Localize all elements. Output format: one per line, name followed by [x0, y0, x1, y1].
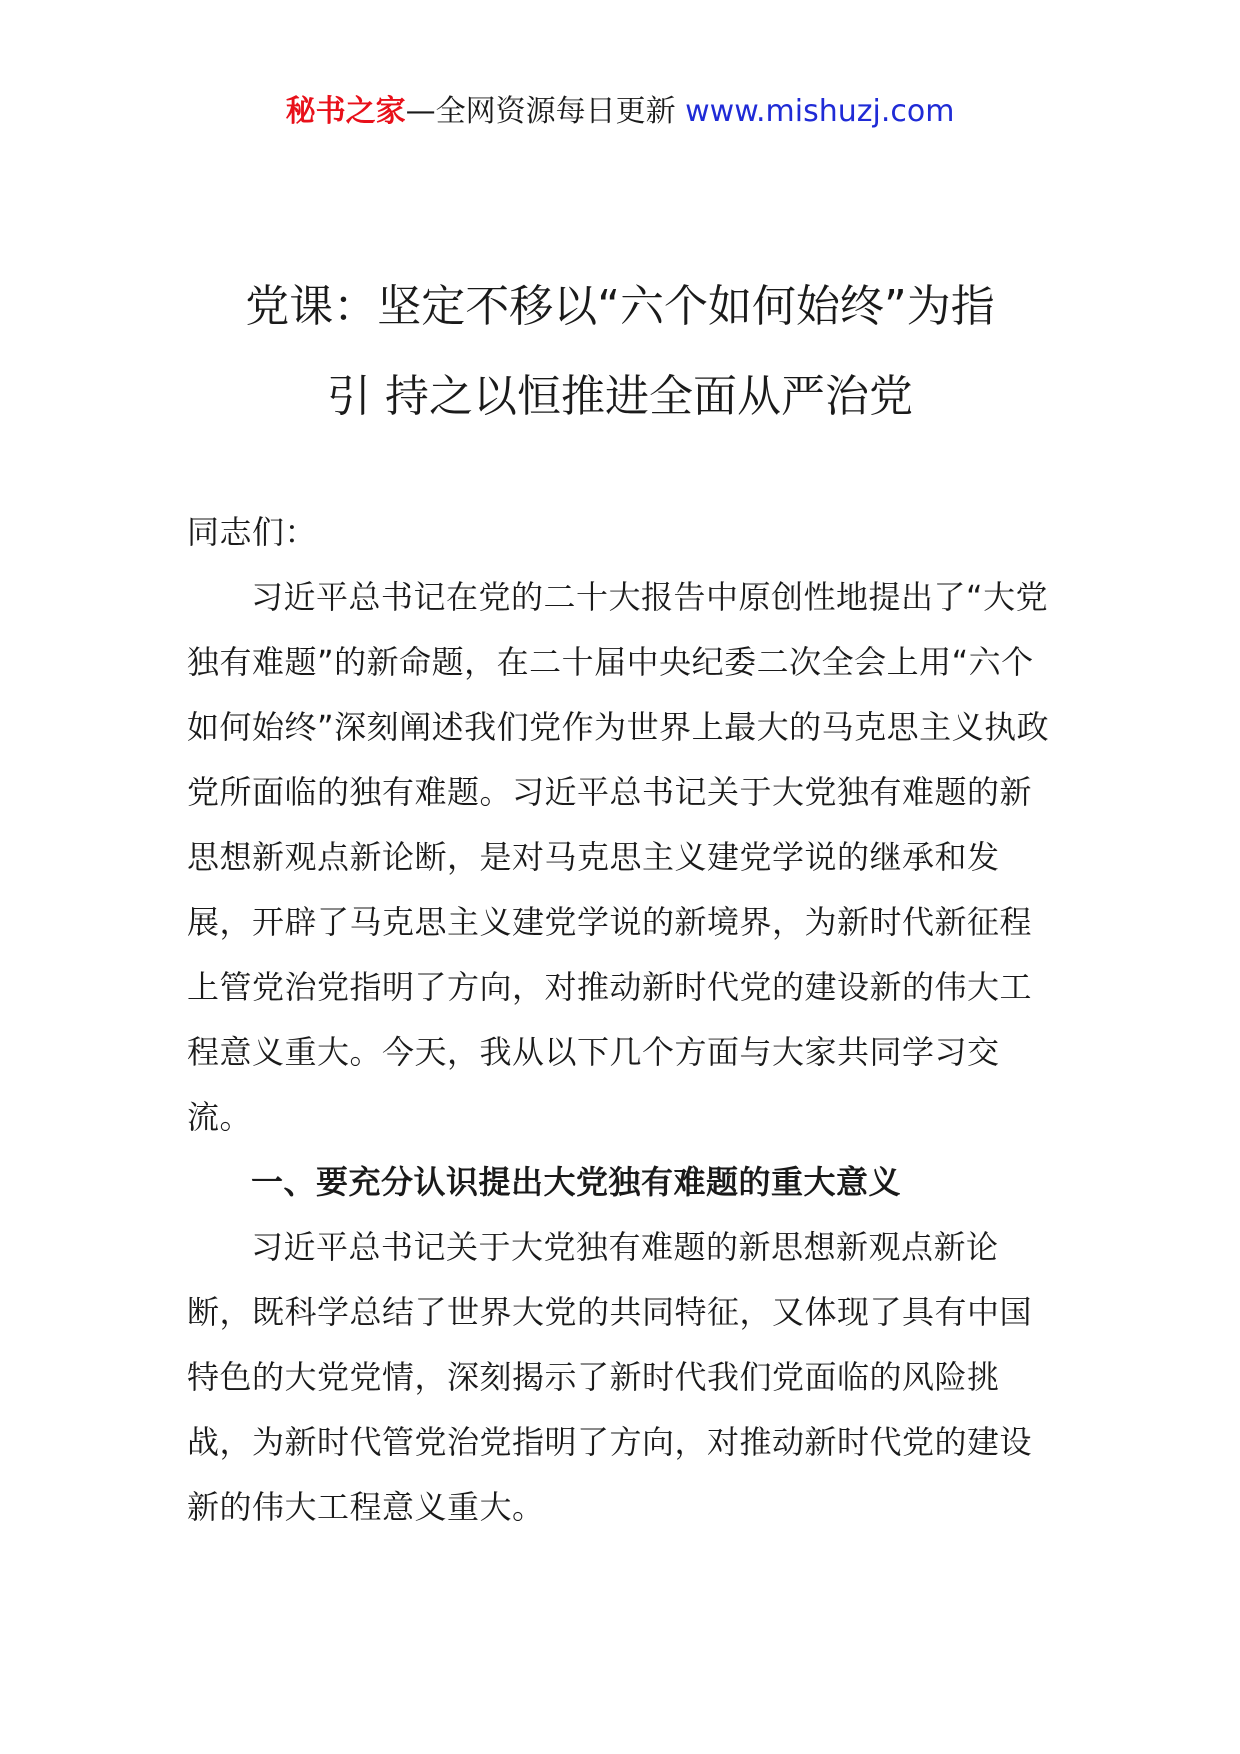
document-body — [187, 500, 1053, 1540]
document-title-line-2: 引 持之以恒推进全面从严治党 — [327, 371, 913, 422]
body-paragraph-1: 习近平总书记在党的二十大报告中原创性地提出了“大党独有难题”的新命题，在二十届中央纪委二次全会上用“六个如何始终”深刻阐述我们党作为世界上最大的马克思主义执政党所面临的独有难题。习近平总书记关于大党独有难题的新思想新观点新论断，是对马克思主义建党学说的继承和发展，开辟了马克思主义建党学说的新境界，为新时代新征程上管党治党指明了方向，对推动新时代党的建设新的伟大工程意义重大。今天，我从以下几个方面与大家共同学习交流。 — [187, 578, 1050, 1136]
site-header — [0, 92, 1240, 132]
site-brand: 秘书之家 — [285, 94, 406, 129]
document-title-line-1: 党课：坚定不移以“六个如何始终”为指 — [245, 281, 995, 332]
section-heading-1: 一、要充分认识提出大党独有难题的重大意义 — [251, 1163, 902, 1201]
body-paragraph-2: 习近平总书记关于大党独有难题的新思想新观点新论断，既科学总结了世界大党的共同特征，又体现了具有中国特色的大党党情，深刻揭示了新时代我们党面临的风险挑战，为新时代管党治党指明了方向，对推动新时代党的建设新的伟大工程意义重大。 — [187, 1228, 1033, 1526]
site-url-link[interactable]: www.mishuzj.com — [685, 94, 955, 129]
salutation: 同志们： — [187, 513, 318, 551]
document-title — [190, 262, 1050, 442]
site-tagline: —全网资源每日更新 — [405, 94, 686, 129]
